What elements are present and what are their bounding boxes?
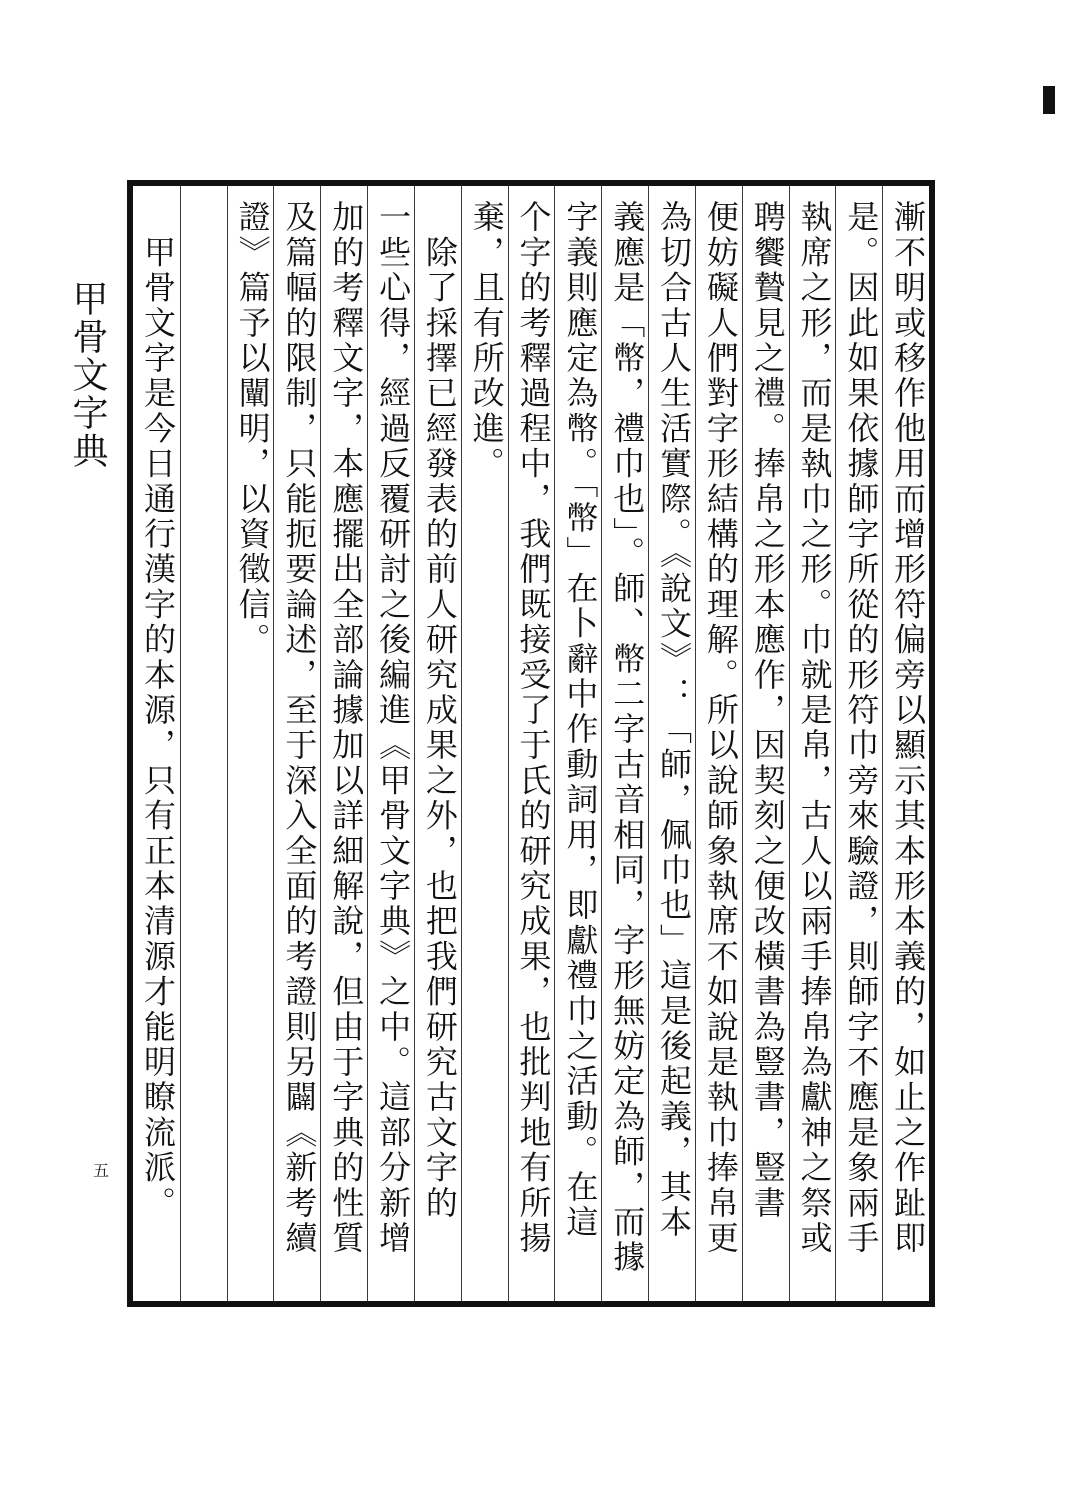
text-columns — [133, 186, 929, 1301]
column-text: 棄，且有所改進。 — [467, 200, 506, 482]
text-column — [601, 186, 648, 1301]
text-column — [695, 186, 742, 1301]
text-column — [789, 186, 836, 1301]
text-column — [461, 186, 508, 1301]
column-text: 甲骨文字是今日通行漢字的本源，只有正本清源才能明瞭流派。 — [138, 200, 177, 1221]
text-column — [133, 186, 180, 1301]
page-edge-mark — [1043, 86, 1055, 114]
text-column — [273, 186, 320, 1301]
column-text: 義應是「幣，禮巾也」。師、幣二字古音相同，字形無妨定為師，而據 — [608, 200, 647, 1276]
text-column — [835, 186, 882, 1301]
text-column — [227, 186, 274, 1301]
column-text: 便妨礙人們對字形結構的理解。所以說師象執席不如說是執巾捧帛更 — [701, 200, 740, 1256]
page-number: 五 — [93, 1161, 110, 1180]
column-text: 為切合古人生活實際。《說文》：「師，佩巾也」這是後起義，其本 — [655, 200, 694, 1240]
text-column — [320, 186, 367, 1301]
text-column — [508, 186, 555, 1301]
book-title: 甲骨文字典 — [67, 280, 108, 470]
column-text: 漸不明或移作他用而增形符偏旁以顯示其本形本義的，如止之作趾即 — [889, 200, 928, 1256]
column-text: 是。因此如果依據師字所從的形符巾旁來驗證，則師字不應是象兩手 — [842, 200, 881, 1256]
text-column — [414, 186, 461, 1301]
column-text: 證》篇予以闡明，以資徵信。 — [233, 200, 272, 658]
column-text: 除了採擇已經發表的前人研究成果之外，也把我們研究古文字的 — [420, 200, 459, 1221]
column-text: 个字的考釋過程中，我們既接受了于氏的研究成果，也批判地有所揚 — [514, 200, 553, 1256]
text-column — [180, 186, 227, 1301]
text-column — [742, 186, 789, 1301]
text-column — [367, 186, 414, 1301]
column-text: 字義則應定為幣。「幣」在卜辭中作動詞用，即獻禮巾之活動。在這 — [561, 200, 600, 1240]
column-text: 加的考釋文字，本應擺出全部論據加以詳細解說，但由于字典的性質 — [327, 200, 366, 1256]
column-text: 執席之形，而是執巾之形。巾就是帛，古人以兩手捧帛為獻神之祭或 — [795, 200, 834, 1256]
text-column — [648, 186, 695, 1301]
column-text: 聘饗贄見之禮。捧帛之形本應作，因契刻之便改橫書為豎書，豎書 — [748, 200, 787, 1221]
text-column — [882, 186, 929, 1301]
text-frame — [127, 180, 935, 1307]
column-text: 及篇幅的限制，只能扼要論述，至于深入全面的考證則另闢《新考續 — [280, 200, 319, 1256]
text-column — [554, 186, 601, 1301]
column-text: 一些心得，經過反覆研討之後編進《甲骨文字典》之中。這部分新增 — [374, 200, 413, 1256]
